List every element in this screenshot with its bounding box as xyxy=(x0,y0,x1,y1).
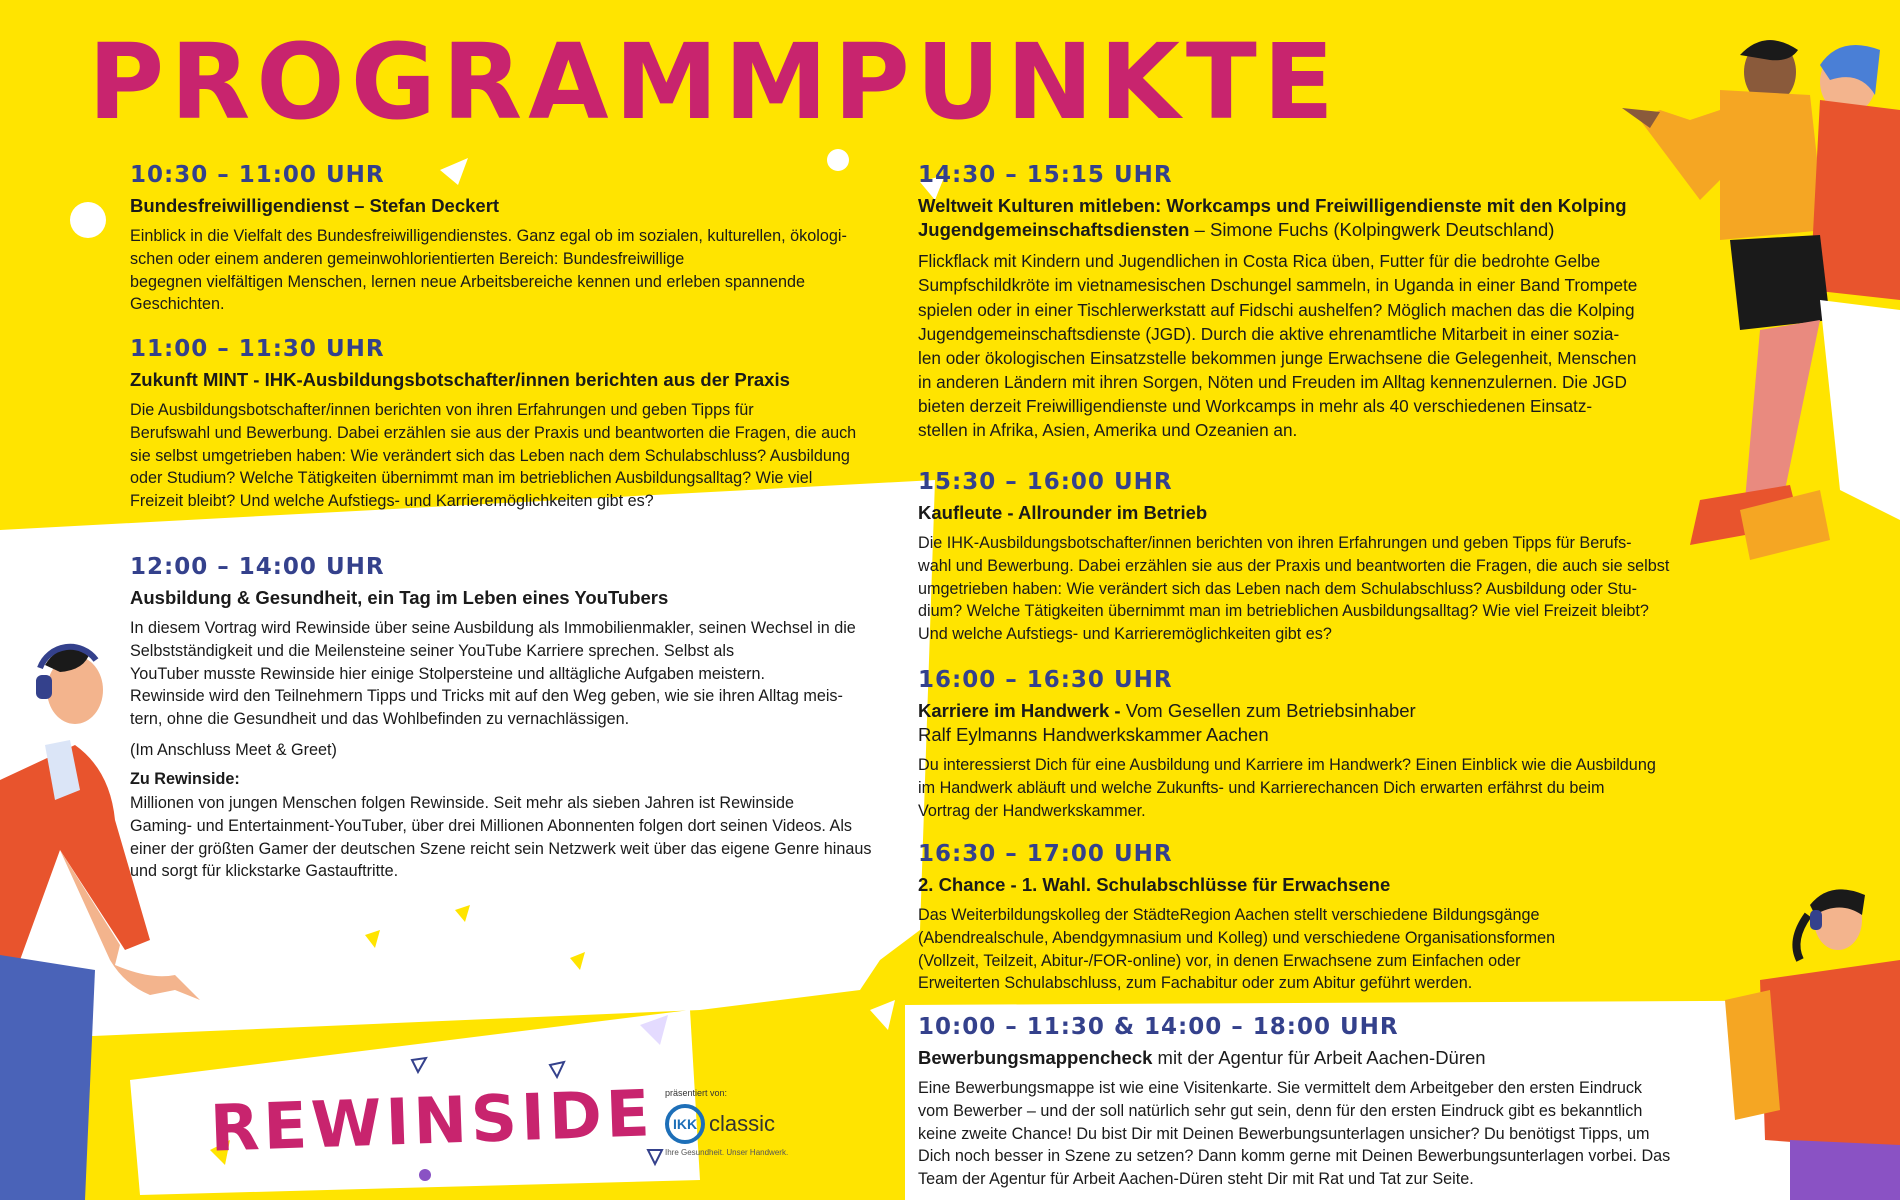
session-description: Du interessierst Dich für eine Ausbildung und Karriere im Handwerk? Einen Einblick wie die Ausbildung im Handwerk abläuft und welche Zukunfts- und Karrierechancen Dich erwarten erfährst du beim Vortrag der Handwerkskammer. xyxy=(918,756,1656,820)
session-time: 12:00 – 14:00 UHR xyxy=(130,554,385,580)
session-time: 16:30 – 17:00 UHR xyxy=(918,841,1173,867)
session-heading: Karriere im Handwerk - Vom Gesellen zum Betriebsinhaber xyxy=(918,700,1416,722)
ikk-classic-logo xyxy=(665,1088,800,1157)
session-block xyxy=(130,163,890,316)
session-description: Einblick in die Vielfalt des Bundesfreiwilligendienstes. Ganz egal ob im sozialen, kulturellen, ökologi- schen oder einem anderen gemeinwohlorientierten Bereich: Bundesfreiwillige begegnen vielfältigen Menschen, lernen neue Arbeitsbereiche kennen und erleben spannende Geschichten. xyxy=(130,227,847,314)
ikk-tagline: Ihre Gesundheit. Unser Handwerk. xyxy=(665,1148,789,1157)
session-speaker: Ralf Eylmanns Handwerkskammer Aachen xyxy=(918,724,1269,746)
decor-triangle xyxy=(870,1000,895,1030)
session-time: 10:30 – 11:00 UHR xyxy=(130,162,385,188)
ikk-mark-icon: IKK xyxy=(665,1104,705,1144)
session-block xyxy=(918,1015,1718,1191)
session-time: 15:30 – 16:00 UHR xyxy=(918,469,1173,495)
session-description: Das Weiterbildungskolleg der StädteRegion Aachen stellt verschiedene Bildungsgänge (Abendrealschule, Abendgymnasium und Kolleg) und verschiedene Organisationsformen (Vollzeit, Teilzeit, Abitur-/FOR-online) vor, in denen Erwachsene zum Einfachen oder Erweiterten Schulabschluss, zum Fachabitur oder zum Abitur geführt werden. xyxy=(918,906,1556,993)
session-heading: Ausbildung & Gesundheit, ein Tag im Leben eines YouTubers xyxy=(130,587,669,609)
session-heading: Bewerbungsmappencheck mit der Agentur für Arbeit Aachen-Düren xyxy=(918,1047,1486,1069)
session-heading: Bundesfreiwilligendienst – Stefan Deckert xyxy=(130,195,500,217)
ikk-name: classic xyxy=(709,1111,776,1136)
session-block xyxy=(918,470,1698,646)
decor-circle xyxy=(70,202,106,238)
session-description: Die Ausbildungsbotschafter/innen berichten von ihren Erfahrungen und geben Tipps für Berufswahl und Bewerbung. Dabei erzählen sie aus der Praxis und beantworten die Fragen, die auch sie selbst umgetrieben haben: Wie verändert sich das Leben nach dem Schulabschluss? Ausbildung oder Studium? Welche Tätigkeiten übernimmt man im betrieblichen Ausbildungsalltag? Wie viel Freizeit bleibt? Und welche Aufstiegs- und Karrieremöglichkeiten gibt es? xyxy=(130,401,857,511)
session-time: 10:00 – 11:30 & 14:00 – 18:00 UHR xyxy=(918,1014,1399,1040)
session-note: (Im Anschluss Meet & Greet) xyxy=(130,740,337,759)
session-block xyxy=(130,555,900,883)
about-label: Zu Rewinside: xyxy=(130,770,240,789)
session-block xyxy=(918,842,1698,995)
session-description: In diesem Vortrag wird Rewinside über seine Ausbildung als Immobilienmakler, seinen Wechsel in die Selbstständigkeit und die Meilensteine seiner YouTube Karriere sprechen. Selbst als YouTuber musste Rewinside hier einige Stolpersteine und alltägliche Aufgaben meistern. Rewinside wird den Teilnehmern Tipps und Tricks mit auf den Weg geben, wie sie ihren Alltag meis- tern, ohne die Gesundheit und das Wohlbefinden zu vernachlässigen. xyxy=(130,619,856,729)
about-text: Millionen von jungen Menschen folgen Rewinside. Seit mehr als sieben Jahren ist Rewinside Gaming- und Entertainment-YouTuber, über drei Millionen Abonnenten folgen dort seinen Videos. Als einer der größten Gamer der deutschen Szene reicht sein Netzwerk weit über das eigene Genre hinaus und sorgt für klickstarke Gastauftritte. xyxy=(130,794,872,881)
session-description: Flickflack mit Kindern und Jugendlichen in Costa Rica üben, Futter für die bedrohte Gelbe Sumpfschildkröte im vietnamesischen Dschungel sammeln, in Uganda in einer Band Trompete spielen oder in einer Tischlerwerkstatt auf Fidschi aushelfen? Möglich machen das die Kolping Jugendgemeinschaftsdienste (JGD). Durch die aktive ehrenamtliche Mitarbeit in einer sozia- len oder ökologischen Einsatzstelle bekommen junge Erwachsene die Gelegenheit, Menschen in anderen Ländern mit ihren Sorgen, Nöten und Freuden im Alltag kennenzulernen. Die JGD bieten derzeit Freiwilligendienste und Workcamps in mehr als 40 verschiedenen Einsatz- stellen in Afrika, Asien, Amerika und Ozeanien an. xyxy=(918,251,1638,440)
decor-dot xyxy=(419,1169,431,1181)
session-description: Die IHK-Ausbildungsbotschafter/innen berichten von ihren Erfahrungen und geben Tipps für Berufs- wahl und Bewerbung. Dabei erzählen sie aus der Praxis und beantworten die Fragen, die auch sie selbst umgetrieben haben: Wie verändert sich das Leben nach dem Schulabschluss? Ausbildung oder Stu- dium? Welche Tätigkeiten übernimmt man im betrieblichen Ausbildungsalltag? Wie viel Freizeit bleibt? Und welche Aufstiegs- und Karrieremöglichkeiten gibt es? xyxy=(918,534,1670,644)
session-time: 14:30 – 15:15 UHR xyxy=(918,162,1173,188)
session-block xyxy=(130,337,890,513)
session-heading: 2. Chance - 1. Wahl. Schulabschlüsse für Erwachsene xyxy=(918,874,1391,896)
rewinside-logo: REWINSIDE xyxy=(208,1077,655,1167)
session-heading: Kaufleute - Allrounder im Betrieb xyxy=(918,502,1208,524)
session-block xyxy=(918,163,1698,442)
ikk-presented-label: präsentiert von: xyxy=(665,1088,728,1098)
page-title: PROGRAMMPUNKTE xyxy=(88,21,1340,143)
session-block xyxy=(918,668,1698,822)
session-description: Eine Bewerbungsmappe ist wie eine Visitenkarte. Sie vermittelt dem Arbeitgeber den ersten Eindruck vom Bewerber – und der soll natürlich sehr gut sein, denn für den ersten Eindruck gibt es bekanntlich keine zweite Chance! Du bist Dir mit Deinen Bewerbungsunterlagen unsicher? Du benötigst Tipps, um Dich noch besser in Szene zu setzen? Dann komm gerne mit Deinen Bewerbungsunterlagen vorbei. Das Team der Agentur für Arbeit Aachen-Düren steht Dir mit Rat und Tat zur Seite. xyxy=(918,1079,1671,1189)
session-time: 16:00 – 16:30 UHR xyxy=(918,667,1173,693)
session-time: 11:00 – 11:30 UHR xyxy=(130,336,385,362)
session-heading: Weltweit Kulturen mitleben: Workcamps und Freiwilligendienste mit den Kolping Jugendgemeinschaftsdiensten – Simone Fuchs (Kolpingwerk Deutschland) xyxy=(918,195,1627,241)
session-heading: Zukunft MINT - IHK-Ausbildungsbotschafter/innen berichten aus der Praxis xyxy=(130,369,790,391)
